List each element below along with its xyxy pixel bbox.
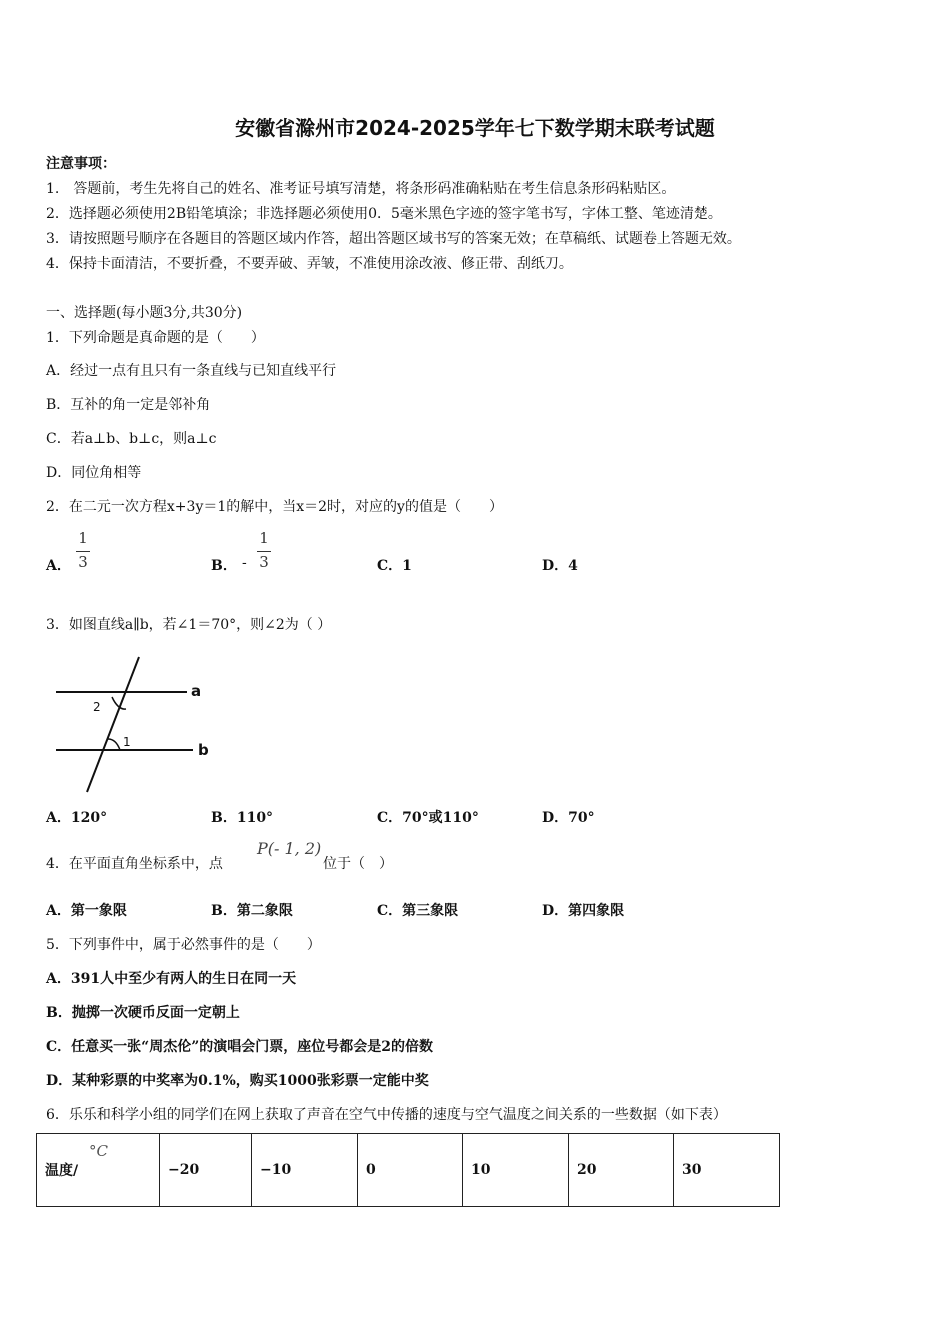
notice-item: 1. 答题前，考生先将自己的姓名、准考证号填写清楚，将条形码准确粘贴在考生信息条形码粘贴区。 (46, 181, 676, 197)
question-1-option-a: A．经过一点有且只有一条直线与已知直线平行 (46, 363, 337, 379)
section-heading: 一、选择题(每小题3分,共30分) (46, 305, 243, 321)
question-5-stem: 5．下列事件中，属于必然事件的是（ ） (46, 937, 321, 953)
question-4-option-d: D．第四象限 (542, 903, 625, 919)
label-b: b (198, 741, 209, 759)
question-2-option-c: C．1 (377, 558, 412, 574)
header-unit: °C (89, 1142, 108, 1160)
label-angle-1: 1 (123, 735, 131, 749)
question-5-option-d: D．某种彩票的中奖率为0.1%，购买1000张彩票一定能中奖 (46, 1073, 429, 1089)
parallel-lines-figure (50, 652, 220, 797)
question-4-option-a: A．第一象限 (46, 903, 127, 919)
temperature-table (36, 1133, 780, 1207)
question-2-option-b-sign: - (242, 555, 247, 571)
fraction-denominator: 3 (259, 553, 269, 571)
question-1-option-b: B．互补的角一定是邻补角 (46, 397, 211, 413)
fraction-numerator: 1 (259, 529, 269, 547)
table-cell: 30 (674, 1134, 780, 1207)
table-cell: 10 (463, 1134, 569, 1207)
question-2-option-d: D．4 (542, 558, 578, 574)
question-5-option-b: B．抛掷一次硬币反面一定朝上 (46, 1005, 240, 1021)
question-4-stem-end: 位于（ ） (323, 856, 393, 872)
question-5-option-a: A．391人中至少有两人的生日在同一天 (46, 971, 297, 987)
question-1-option-c: C．若a⊥b、b⊥c，则a⊥c (46, 431, 217, 447)
question-1-stem: 1．下列命题是真命题的是（ ） (46, 330, 265, 346)
label-a: a (191, 682, 202, 700)
fraction-numerator: 1 (78, 529, 88, 547)
table-cell: −20 (160, 1134, 252, 1207)
fraction-denominator: 3 (78, 553, 88, 571)
page-title: 安徽省滁州市2024-2025学年七下数学期末联考试题 (235, 116, 715, 140)
question-1-option-d: D．同位角相等 (46, 465, 142, 481)
question-2-stem: 2．在二元一次方程x+3y＝1的解中，当x＝2时，对应的y的值是（ ） (46, 499, 503, 515)
table-cell: 0 (358, 1134, 463, 1207)
question-2-option-a-fraction (76, 529, 90, 571)
question-3-option-d: D．70° (542, 810, 595, 826)
point-p: P(- 1, 2) (257, 839, 322, 858)
question-4-stem-start: 4．在平面直角坐标系中，点 (46, 856, 223, 872)
question-4-option-b: B．第二象限 (211, 903, 293, 919)
question-5-option-c: C．任意买一张“周杰伦”的演唱会门票，座位号都会是2的倍数 (46, 1039, 433, 1055)
table-row (37, 1134, 780, 1207)
question-2-option-b-fraction (257, 529, 271, 571)
notice-heading: 注意事项： (46, 156, 116, 172)
question-2-option-b-label: B． (211, 558, 237, 574)
table-cell: −10 (252, 1134, 358, 1207)
question-3-option-a: A．120° (46, 810, 108, 826)
table-cell: 20 (569, 1134, 674, 1207)
question-4-option-c: C．第三象限 (377, 903, 459, 919)
table-header-cell (37, 1134, 160, 1207)
question-3-option-b: B．110° (211, 810, 274, 826)
angle-1-arc (108, 739, 120, 750)
question-2-option-a-label: A． (46, 558, 71, 574)
header-label: 温度/ (45, 1163, 79, 1179)
question-6-stem: 6．乐乐和科学小组的同学们在网上获取了声音在空气中传播的速度与空气温度之间关系的一些数据（如下表） (46, 1107, 727, 1123)
notice-item: 4．保持卡面清洁，不要折叠，不要弄破、弄皱，不准使用涂改液、修正带、刮纸刀。 (46, 256, 573, 272)
question-3-stem: 3．如图直线a∥b，若∠1＝70°，则∠2为（ ） (46, 617, 332, 633)
transversal (87, 657, 139, 792)
notice-item: 2．选择题必须使用2B铅笔填涂；非选择题必须使用0．5毫米黑色字迹的签字笔书写，字体工整、笔迹清楚。 (46, 206, 722, 222)
notice-item: 3．请按照题号顺序在各题目的答题区域内作答，超出答题区域书写的答案无效；在草稿纸、试题卷上答题无效。 (46, 231, 741, 247)
question-3-option-c: C．70°或110° (377, 810, 479, 826)
label-angle-2: 2 (93, 700, 101, 714)
